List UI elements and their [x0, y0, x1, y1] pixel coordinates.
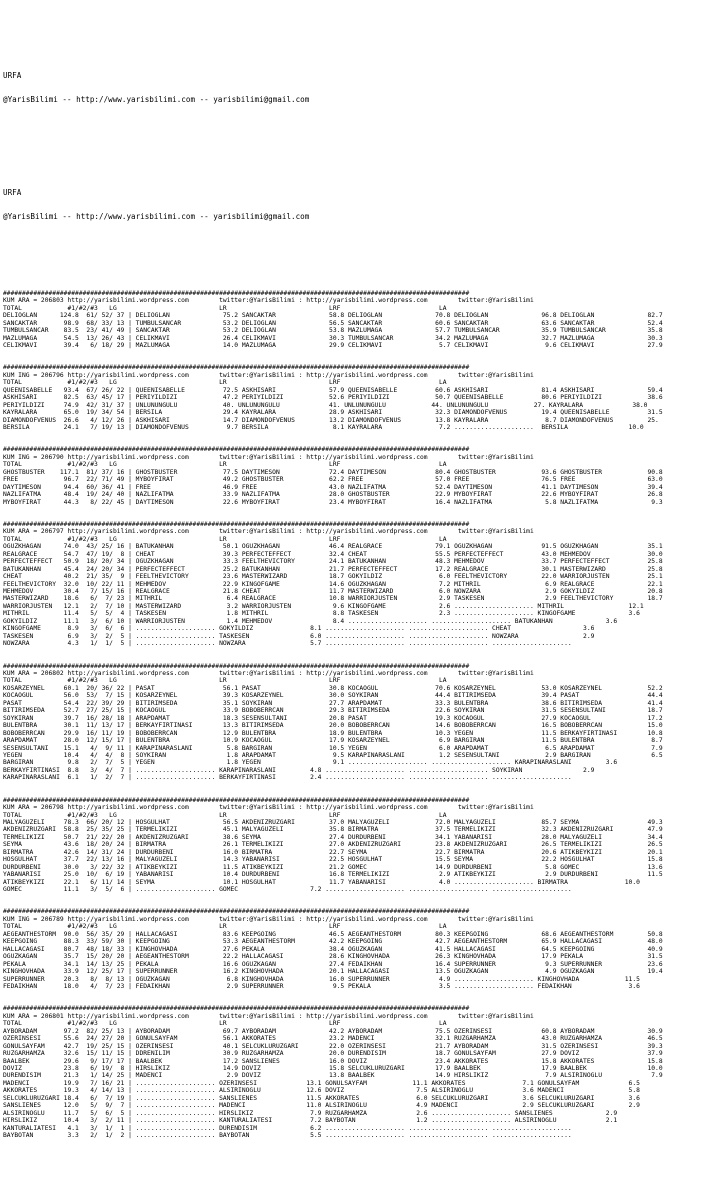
race-block-206798: ########################################################################################################################### KUM ARA = 206798 http://yarisbilimi.wordpress.com twitter:@YarisBilimi : http://yarisbilimi.wordpress.com twitter:@YarisBilimi TOTAL #1/#2/#3 LG LR LRF LA MALYAGUZELI 78.3 66/ 20/ 12 | HOSGULHAT 56.5 AKDENIZRUZGARI 37.0 MALYAGUZELI 72.0 MALYAGUZELI 85.7 SEYMA 49.3 AKDENIZRUZGARI 58.8 25/ 35/ 25 | TERMELIKIZI 45.1 MALYAGUZELI 35.8 BIRMATRA 37.5 TERMELIKIZI 32.3 AKDENIZRUZGARI 47.9 TERMELIKIZI 50.7 21/ 22/ 20 | AKDENIZRUZGARI 38.6 SEYMA 27.4 DURDURBENI 34.1 YABANARISI 28.0 MALYAGUZELI 34.4 SEYMA 43.6 18/ 20/ 24 | BIRMATRA 26.1 TERMELIKIZI 27.0 AKDENIZRUZGARI 23.8 AKDENIZRUZGARI 26.5 TERMELIKIZI 26.5 BIRMATRA 42.6 14/ 31/ 24 | DURDURBENI 16.0 BIRMATRA 22.7 SEYMA 22.7 BIRMATRA 20.6 ATIKBEYKIZI 20.1 HOSGULHAT 37.7 22/ 13/ 16 | MALYAGUZELI 14.3 YABANARISI 22.5 HOSGULHAT 15.5 SEYMA 22.2 HOSGULHAT 15.8 DURDURBENI 30.0 3/ 22/ 32 | ATIKBEYKIZI 11.5 ATIKBEYKIZI 21.2 GOMEC 14.9 DURDURBENI 5.8 GOMEC 13.6 YABANARISI 25.0 10/ 6/ 19 | YABANARISI 10.4 DURDURBENI 16.8 TERMELIKIZI 2.9 ATIKBEYKIZI 2.9 DURDURBENI 11.5 ATIKBEYKIZI 22.1 6/ 11/ 14 | SEYMA 10.1 HOSGULHAT 11.7 YABANARISI 4.0 ..................... BIRMATRA 10.0 GOMEC 11.1 3/ 5/ 6 | ..................... GOMEC 7.2 ..................... ..................... .....................: [3, 796, 663, 894]
report-page: [0, 30, 715, 1155]
header-section: [3, 56, 712, 119]
body-spacer: [3, 259, 712, 268]
race-block-206801: ########################################################################################################################### KUM ARA = 206801 http://yarisbilimi.wordpress.com twitter:@YarisBilimi : http://yarisbilimi.wordpress.com twitter:@YarisBilimi TOTAL #1/#2/#3 LG LR LRF LA AYBORADAM 97.2 82/ 25/ 13 | AYBORADAM 69.7 AYBORADAM 42.2 AYBORADAM 75.5 OZERINSESI 60.8 AYBORADAM 30.9 OZERINSESI 55.6 24/ 27/ 20 | GONULSAYFAM 56.1 AKKORATES 23.2 MADENCI 32.1 RUZGARHAMZA 43.0 RUZGARHAMZA 46.5 GONULSAYFAM 42.7 19/ 25/ 15 | OZERINSESI 40.1 SELCUKLURUZGARI 22.0 OZERINSESI 21.7 AYBORADAM 31.5 OZERINSESI 39.3 RUZGARHAMZA 32.6 15/ 11/ 15 | DDRENILIM 30.9 RUZGARHAMZA 20.0 DURENDISIM 18.7 GONULSAYFAM 27.9 DOVIZ 37.9 BAALBEK 29.6 9/ 17/ 17 | BAALBEK 17.2 SANSLIENES 16.0 DOVIZ 23.4 AKKORATES 15.8 AKKORATES 15.8 DOVIZ 23.8 6/ 19/ 8 | HIRSLIKIZ 14.9 DOVIZ 15.8 SELCUKLURUZGARI 17.9 BAALBEK 17.9 BAALBEK 10.0 DURENDISIM 21.3 1/ 14/ 25 | MADENCI 2.9 DOVIZ 13.8 BAALBEK 14.9 HIRSLIKIZ 7.9 ALSIRINOGLU 7.9 MADENCI 19.9 7/ 16/ 21 | ..................... OZERINSESI 13.1 GONULSAYFAM 11.1 AKKORATES 7.1 GONULSAYFAM 6.5 AKKORATES 19.3 4/ 14/ 13 | ..................... ALSIRINOGLU 12.6 DOVIZ 7.5 ALSIRINOGLU 3.6 MADENCI 5.8 SELCUKLURUZGARI 18.4 6/ 7/ 19 | ..................... SANSLIENES 11.5 AKKORATES 6.0 SELCUKLURUZGARI 3.6 SELCUKLURUZGARI 3.6 SANSLIENES 12.0 5/ 9/ 7 | ..................... MADENCI 11.0 ALSIRINOGLU 4.9 MADENCI 2.9 SELCUKLURUZGARI 2.9 ALSIRINOGLU 11.7 5/ 6/ 5 | ..................... HIRSLIKIZ 7.9 RUZGARHAMZA 2.6 ..................... SANSLIENES 2.9 HIRSLIKIZ 10.4 3/ 2/ 11 | ..................... KANTURALIATESI 7.2 BAYBOTAN 1.2 ..................... ALSIRINOGLU 2.1 KANTURALIATESI 4.1 3/ 1/ 1 | ..................... DURENDISIM 6.2 ..................... ..................... ..................... BAYBOTAN 3.3 2/ 1/ 2 | ..................... BAYBOTAN 5.5 ..................... ..................... .....................: [3, 1005, 663, 1140]
header-section-2: [3, 173, 712, 236]
race-block-206797: ########################################################################################################################### KUM ARA = 206797 http://yarisbilimi.wordpress.com twitter:@YarisBilimi : http://yarisbilimi.wordpress.com twitter:@YarisBilimi TOTAL #1/#2/#3 LG LR LRF LA OGUZKHAGAN 74.0 43/ 25/ 16 | BATUKANHAN 50.1 OGUZKHAGAN 46.4 REALGRACE 79.1 OGUZKHAGAN 91.5 OGUZKHAGAN 35.1 REALGRACE 54.7 47/ 19/ 8 | CHEAT 39.3 PERFECTEFFECT 32.4 CHEAT 55.5 PERFECTEFFECT 43.0 MEHMEDOV 30.0 PERFECTEFFECT 50.9 18/ 20/ 34 | OGUZKHAGAN 33.3 FEELTHEVICTORY 24.1 BATUKANHAN 48.3 MEHMEDOV 33.7 PERFECTEFFECT 25.8 BATUKANHAN 45.4 24/ 20/ 34 | PERFECTEFFECT 25.2 BATUKANHAN 21.7 PERFECTEFFECT 17.2 REALGRACE 30.1 MASTERWIZARD 25.8 CHEAT 40.2 21/ 35/ 9 | FEELTHEVICTORY 23.6 MASTERWIZARD 18.7 GOKYILDIZ 6.0 FEELTHEVICTORY 22.0 WARRIORJUSTEN 25.1 FEELTHEVICTORY 32.0 10/ 22/ 11 | MEHMEDOV 22.9 KINGOFGAME 14.6 OGUZKHAGAN 7.2 MITHRIL 6.9 REALGRACE 22.1 MEHMEDOV 30.4 7/ 15/ 16 | REALGRACE 21.8 CHEAT 11.7 MASTERWIZARD 6.0 NOWZARA 2.9 GOKYILDIZ 20.8 MASTERWIZARD 18.6 6/ 7/ 23 | MITHRIL 6.4 REALGRACE 10.8 WARRIORJUSTEN 2.9 TASKESEN 2.9 FEELTHEVICTORY 18.7 WARRIORJUSTEN 12.1 2/ 7/ 10 | MASTERWIZARD 3.2 WARRIORJUSTEN 9.6 KINGOFGAME 2.6 ..................... MITHRIL 12.1 MITHRIL 11.4 5/ 5/ 4 | TASKESEN 1.8 MITHRIL 8.8 TASKESEN 2.3 ..................... KINGOFGAME 3.6 GOKYILDIZ 11.1 3/ 6/ 10 | WARRIORJUSTEN 1.4 MEHMEDOV 8.4 ..................... ..................... BATUKANHAN 3.6 KINGOFGAME 8.9 3/ 6/ 6 | ..................... GOKYILDIZ 8.1 ..................... ..................... CHEAT 3.6 TASKESEN 6.9 3/ 2/ 5 | ..................... TASKESEN 6.0 ..................... ..................... NOWZARA 2.9 NOWZARA 4.3 1/ 1/ 5 | ..................... NOWZARA 5.7 ..................... ..................... .....................: [3, 520, 663, 648]
race-block-206796: ########################################################################################################################### KUM ING = 206796 http://yarisbilimi.wordpress.com twitter:@YarisBilimi : http://yarisbilimi.wordpress.com twitter:@YarisBilimi TOTAL #1/#2/#3 LG LR LRF LA QUEENISABELLE 93.4 67/ 26/ 22 | QUEENISABELLE 72.5 ASKHISARI 57.9 QUEENISABELLE 60.6 ASKHISARI 81.4 ASKHISARI 59.4 ASKHISARI 82.5 63/ 45/ 17 | PERIYILDIZI 47.2 PERIYILDIZI 52.6 PERIYILDIZI 50.7 QUEENISABELLE 80.6 PERIYILDIZI 38.6 PERIYILDIZI 74.9 42/ 31/ 37 | UNLUNUNGULU 40. UNLUNUNGULU 41. UNLUNUNGULU 44. UNLUNUNGULU 27. KAYRALARA 38.0 KAYRALARA 65.0 19/ 34/ 54 | BERSILA 29.4 KAYRALARA 28.9 ASKHISARI 32.3 DIAMONDOFVENUS 19.4 QUEENISABELLE 31.5 DIAMONDOFVENUS 26.6 4/ 12/ 26 | ASKHISARI 14.7 DIAMONDOFVENUS 13.2 DIAMONDOFVENUS 13.8 KAYRALARA 8.7 DIAMONDOFVENUS 25. BERSILA 24.1 7/ 19/ 13 | DIAMONDOFVENUS 9.7 BERSILA 8.1 KAYRALARA 7.2 ..................... BERSILA 10.0: [3, 364, 663, 432]
header-title-2: URFA: [3, 187, 22, 197]
header-title: URFA: [3, 71, 22, 81]
race-block-206802: ########################################################################################################################### KUM ARA = 206802 http://yarisbilimi.wordpress.com twitter:@YarisBilimi : http://yarisbilimi.wordpress.com twitter:@YarisBilimi TOTAL #1/#2/#3 LG LR LRF LA KOSARZEYNEL 60.1 20/ 36/ 22 | PASAT 56.1 PASAT 30.8 KOCAOGUL 70.6 KOSARZEYNEL 53.0 KOSARZEYNEL 52.2 KOCAOGUL 56.0 53/ 7/ 15 | KOSARZEYNEL 39.3 KOSARZEYNEL 30.0 SOYKIRAN 44.4 BITIRIMSEDA 39.4 PASAT 44.4 PASAT 54.4 22/ 39/ 29 | BITIRIMSEDA 35.1 SOYKIRAN 27.7 ARAPDAMAT 33.3 BULENTBRA 38.6 BITIRIMSEDA 41.4 BITIRIMSEDA 52.7 27/ 25/ 15 | KOCAOGUL 33.9 BOBOBERRCAN 29.3 BITIRIMSEDA 22.6 SOYKIRAN 31.5 SESENSULTANI 18.7 SOYKIRAN 39.7 16/ 28/ 18 | ARAPDAMAT 18.3 SESENSULTANI 20.8 PASAT 19.3 KOCAOGUL 27.9 KOCAOGUL 17.2 BULENTBRA 30.1 11/ 13/ 17 | BERKAYFIRTINASI 13.3 BITIRIMSEDA 20.0 BOBOBERRCAN 14.6 BOBOBERRCAN 16.5 BOBOBERRCAN 15.0 BOBOBERRCAN 29.9 16/ 11/ 19 | BOBOBERRCAN 12.9 BULENTBRA 18.9 BULENTBRA 10.3 YEGEN 11.5 BERKAYFIRTINASI 10.8 ARAPDAMAT 28.0 12/ 15/ 17 | BULENTBRA 10.9 KOCAOGUL 17.9 KOSARZEYNEL 6.9 BARGIRAN 11.5 BULENTBRA 8.7 SESENSULTANI 15.1 4/ 9/ 11 | KARAPINARASLANI 5.8 BARGIRAN 10.5 YEGEN 6.0 ARAPDAMAT 6.5 ARAPDAMAT 7.9 YEGEN 10.4 4/ 4/ 8 | SOYKIRAN 1.8 ARAPDAMAT 9.5 KARAPINARASLANI 1.2 SESENSULTANI 2.9 BARGIRAN 6.5 BARGIRAN 9.8 2/ 7/ 5 | YEGEN 1.8 YEGEN 9.1 ..................... ..................... KARAPINARASLANI 3.6 BERKAYFIRTINASI 8.8 3/ 4/ 7 | ..................... KARAPINARASLANI 4.8 ..................... ..................... SOYKIRAN 2.9 KARAPINARASLANI 6.1 1/ 2/ 7 | ..................... BERKAYFIRTINASI 2.4 ..................... ..................... .....................: [3, 662, 663, 782]
race-block-206803: ########################################################################################################################### KUM ARA = 206803 http://yarisbilimi.wordpress.com twitter:@YarisBilimi : http://yarisbilimi.wordpress.com twitter:@YarisBilimi TOTAL #1/#2/#3 LG LR LRF LA DELIOGLAN 124.8 61/ 52/ 37 | DELIOGLAN 75.2 SANCAKTAR 58.8 DELIOGLAN 70.8 DELIOGLAN 96.8 DELIOGLAN 82.7 SANCAKTAR 98.9 68/ 33/ 13 | TUMBULSANCAR 53.2 DELIOGLAN 56.5 SANCAKTAR 60.6 SANCAKTAR 63.6 SANCAKTAR 52.4 TUMBULSANCAR 83.5 23/ 41/ 49 | SANCAKTAR 53.2 DELIOGLAN 53.8 MAZLUMAGA 57.7 TUMBULSANCAR 35.9 TUMBULSANCAR 35.8 MAZLUMAGA 54.5 13/ 26/ 43 | CELIKMAVI 26.4 CELIKMAVI 30.3 TUMBULSANCAR 34.2 MAZLUMAGA 32.7 MAZLUMAGA 30.3 CELIKMAVI 39.4 6/ 18/ 29 | MAZLUMAGA 14.0 MAZLUMAGA 29.9 CELIKMAVI 5.7 CELIKMAVI 9.6 CELIKMAVI 27.9: [3, 289, 663, 350]
race-block-206790: ########################################################################################################################### KUM ING = 206790 http://yarisbilimi.wordpress.com twitter:@YarisBilimi : http://yarisbilimi.wordpress.com twitter:@YarisBilimi TOTAL #1/#2/#3 LG LR LRF LA GHOSTBUSTER 117.1 81/ 37/ 16 | GHOSTBUSTER 77.5 DAYTIMESON 72.4 DAYTIMESON 80.4 GHOSTBUSTER 93.6 GHOSTBUSTER 90.8 FREE 96.7 22/ 71/ 49 | MYBOYFIRAT 49.2 GHOSTBUSTER 62.2 FREE 57.0 FREE 76.5 FREE 63.0 DAYTIMESON 94.4 60/ 36/ 41 | FREE 46.9 FREE 43.0 NAZLIFATMA 52.4 DAYTIMESON 41.1 DAYTIMESON 39.4 NAZLIFATMA 48.4 19/ 24/ 40 | NAZLIFATMA 33.9 NAZLIFATMA 28.0 GHOSTBUSTER 22.9 MYBOYFIRAT 22.6 MYBOYFIRAT 26.8 MYBOYFIRAT 44.3 8/ 22/ 45 | DAYTIMESON 22.6 MYBOYFIRAT 23.4 MYBOYFIRAT 16.4 NAZLIFATMA 5.8 NAZLIFATMA 9.3: [3, 446, 663, 506]
header-contact-2: @YarisBilimi -- http://www.yarisbilimi.com -- yarisbilimi@gmail.com: [3, 212, 310, 222]
header-contact: @YarisBilimi -- http://www.yarisbilimi.com -- yarisbilimi@gmail.com: [3, 95, 310, 105]
race-block-206789: ########################################################################################################################### KUM ING = 206789 http://yarisbilimi.wordpress.com twitter:@YarisBilimi : http://yarisbilimi.wordpress.com twitter:@YarisBilimi TOTAL #1/#2/#3 LG LR LRF LA AEGEANTHESTORM 90.0 56/ 35/ 29 | HALLACAGASI 83.6 KEEPGOING 46.5 AEGEANTHESTORM 80.3 KEEPGOING 68.6 AEGEANTHESTORM 50.8 KEEPGOING 88.3 33/ 59/ 30 | KEEPGOING 53.3 AEGEANTHESTORM 42.2 KEEPGOING 42.7 AEGEANTHESTORM 65.9 HALLACAGASI 48.0 HALLACAGASI 80.7 48/ 18/ 33 | KINGHOVHADA 27.6 PEKALA 38.4 OGUZKAGAN 41.5 HALLACAGASI 64.5 KEEPGOING 40.9 OGUZKAGAN 35.7 15/ 20/ 20 | AEGEANTHESTORM 22.2 HALLACAGASI 28.6 KINGHOVHADA 26.3 KINGHOVHADA 17.9 PEKALA 31.5 PEKALA 34.1 14/ 13/ 25 | PEKALA 16.6 OGUZKAGAN 27.4 FEDAIKHAN 16.4 SUPERRUNNER 9.3 SUPERRUNNER 23.6 KINGHOVHADA 33.9 12/ 25/ 17 | SUPERRUNNER 16.2 KINGHOVHADA 20.1 HALLACAGASI 13.5 OGUZKAGAN 4.9 OGUZKAGAN 19.4 SUPERRUNNER 20.3 8/ 8/ 13 | OGUZKAGAN 6.8 KINGHOVHADA 16.0 SUPERRUNNER 4.9 ..................... KINGHOVHADA 11.5 FEDAIKHAN 18.0 4/ 7/ 23 | FEDAIKHAN 2.9 SUPERRUNNER 9.5 PEKALA 3.5 ..................... FEDAIKHAN 3.6: [3, 908, 663, 990]
header-spacer: [3, 142, 712, 151]
